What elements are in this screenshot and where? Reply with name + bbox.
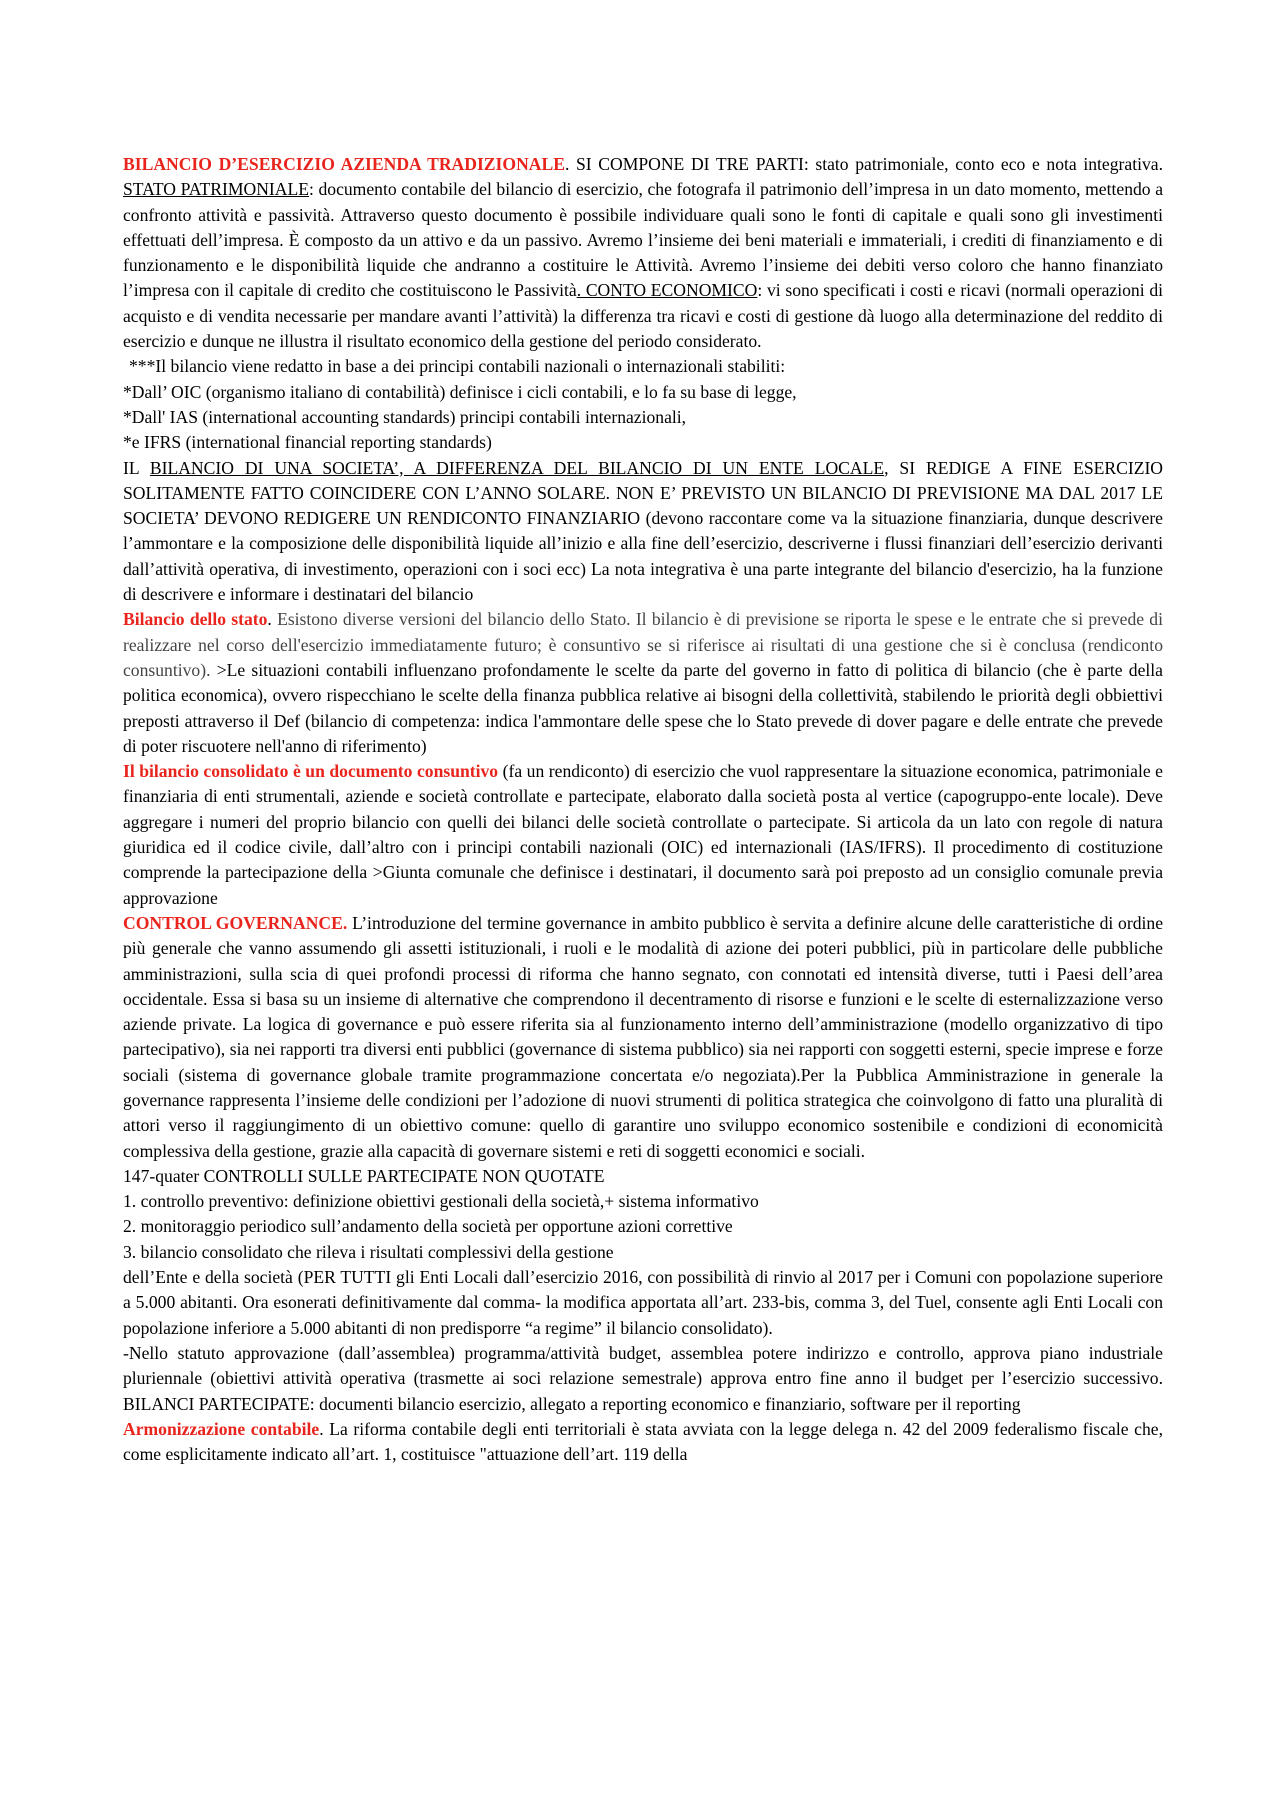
term-conto-economico: . CONTO ECONOMICO	[576, 280, 758, 301]
paragraph-enti-locali: dell’Ente e della società (PER TUTTI gli Enti Locali dall’esercizio 2016, con possibilità di rinvio al 2017 per i Comuni con popolazione superiore a 5.000 abitanti. Ora esonerati definitivamente dal comma- la modifica apportata all’art. 233-bis, comma 3, del Tuel, consente agli Enti Locali con popolazione inferiore a 5.000 abitanti di non predisporre “a regime” il bilancio consolidato).	[123, 1267, 1163, 1338]
principi-intro: ***Il bilancio viene redatto in base a dei principi contabili nazionali o internazionali stabiliti:	[129, 356, 786, 377]
heading-bilancio-consolidato: Il bilancio consolidato è un documento consuntivo	[123, 761, 499, 782]
document-page	[123, 152, 1163, 1467]
heading-bilancio-esercizio: BILANCIO D’ESERCIZIO AZIENDA TRADIZIONALE	[123, 154, 565, 174]
principi-ias: *Dall' IAS (international accounting standards) principi contabili internazionali,	[123, 406, 687, 427]
principi-oic: *Dall’ OIC (organismo italiano di contabilità) definisce i cicli contabili, e lo fa su base di legge,	[123, 381, 797, 402]
paragraph-bilancio-societa: IL BILANCIO DI UNA SOCIETA’, A DIFFERENZA DEL BILANCIO DI UN ENTE LOCALE, SI REDIGE A FINE ESERCIZIO SOLITAMENTE FATTO COINCIDERE CON L’ANNO SOLARE. NON E’ PREVISTO UN BILANCIO DI PREVISIONE MA DAL 2017 LE SOCIETA’ DEVONO REDIGERE UN RENDICONTO FINANZIARIO (devono raccontare come va la situazione finanziaria, dunque descrivere l’ammontare e la composizione delle disponibilità liquide all’inizio e alla fine dell’esercizio, descriverne i flussi finanziari dell’esercizio derivanti dall’attività operativa, di investimento, operazioni con i soci ecc) La nota integrativa è una parte integrante del bilancio d'esercizio, ha la funzione di descrivere e informare i destinatari del bilancio	[123, 457, 1164, 605]
controlli-item-2: 2. monitoraggio periodico sull’andamento della società per opportune azioni correttive	[123, 1216, 733, 1237]
heading-control-governance: CONTROL GOVERNANCE.	[123, 912, 348, 933]
paragraph-bilancio-stato: Bilancio dello stato. Esistono diverse versioni del bilancio dello Stato. Il bilancio è di previsione se riporta le spese e le entrate che si prevede di realizzare nel corso dell'esercizio immediatamente futuro; è consuntivo se si riferisce ai risultati di una gestione che si è conclusa (rendiconto consuntivo). >Le situazioni contabili influenzano profondamente le scelte da parte del governo in fatto di politica di bilancio (che è parte della politica economica), ovvero rispecchiano le scelte della finanza pubblica relative ai bisogni della collettività, stabilendo le priorità degli obbiettivi preposti attraverso il Def (bilancio di competenza: indica l'ammontare delle spese che lo Stato prevede di dover pagare e delle entrate che prevede di poter riscuotere nell'anno di riferimento)	[123, 609, 1163, 756]
paragraph-bilancio-esercizio: BILANCIO D’ESERCIZIO AZIENDA TRADIZIONALE. SI COMPONE DI TRE PARTI: stato patrimoniale, conto eco e nota integrativa. STATO PATRIMONIALE: documento contabile del bilancio di esercizio, che fotografa il patrimonio dell’impresa in un dato momento, mettendo a confronto attività e passività. Attraverso questo documento è possibile individuare quali sono le fonti di capitale e quali sono gli investimenti effettuati dell’impresa. È composto da un attivo e da un passivo. Avremo l’insieme dei beni materiali e immateriali, i crediti di finanziamento e di funzionamento e le disponibilità liquide che andranno a costituire le Attività. Avremo l’insieme dei debiti verso coloro che hanno finanziato l’impresa con il capitale di credito che costituiscono le Passività. CONTO ECONOMICO: vi sono specificati i costi e ricavi (normali operazioni di acquisto e di vendita necessarie per mandare avanti l’attività) la differenza tra ricavi e costi di gestione dà luogo alla determinazione del reddito di esercizio e dunque ne illustra il risultato economico della gestione del periodo considerato.	[123, 154, 1164, 352]
controlli-item-3: 3. bilancio consolidato che rileva i risultati complessivi della gestione	[123, 1241, 614, 1262]
principi-ifrs: *e IFRS (international financial reporting standards)	[123, 432, 492, 453]
heading-bilancio-stato: Bilancio dello stato	[123, 609, 268, 630]
term-bilancio-societa: BILANCIO DI UNA SOCIETA’, A DIFFERENZA DEL BILANCIO DI UN ENTE LOCALE	[149, 457, 885, 478]
paragraph-armonizzazione: Armonizzazione contabile. La riforma contabile degli enti territoriali è stata avviata con la legge delega n. 42 del 2009 federalismo fiscale che, come esplicitamente indicato all’art. 1, costituisce "attuazione dell’art. 119 della	[123, 1418, 1163, 1465]
controlli-item-1: 1. controllo preventivo: definizione obiettivi gestionali della società,+ sistema informativo	[123, 1191, 759, 1212]
controlli-title: 147-quater CONTROLLI SULLE PARTECIPATE NON QUOTATE	[123, 1165, 605, 1186]
quote-bilancio-stato: Esistono diverse versioni del bilancio dello Stato. Il bilancio è di previsione se riporta le spese e le entrate che si prevede di realizzare nel corso dell'esercizio immediatamente futuro; è consuntivo se si riferisce ai risultati di una gestione che si è conclusa (rendiconto consuntivo).	[123, 609, 1163, 680]
heading-armonizzazione: Armonizzazione contabile	[123, 1418, 320, 1439]
paragraph-statuto: -Nello statuto approvazione (dall’assemblea) programma/attività budget, assemblea potere indirizzo e controllo, approva piano industriale pluriennale (obiettivi attività operativa (trasmette ai soci relazione semestrale) approva entro fine anno il budget per l’esercizio successivo. BILANCI PARTECIPATE: documenti bilancio esercizio, allegato a reporting economico e finanziario, software per il reporting	[123, 1342, 1163, 1414]
term-stato-patrimoniale: STATO PATRIMONIALE	[123, 179, 309, 200]
paragraph-control-governance: CONTROL GOVERNANCE. L’introduzione del termine governance in ambito pubblico è servita a definire alcune delle caratteristiche di ordine più generale che vanno assumendo gli assetti istituzionali, i ruoli e le modalità di azione dei poteri pubblici, più in particolare delle pubbliche amministrazioni, sulla scia di quei profondi processi di riforma che hanno segnato, con connotati ed intensità diverse, tutti i Paesi dell’area occidentale. Essa si basa su un insieme di alternative che comprendono il decentramento di risorse e funzioni e le scelte di esternalizzazione verso aziende private. La logica di governance e può essere riferita sia al funzionamento interno dell’amministrazione (modello organizzativo di tipo partecipativo), sia nei rapporti tra diversi enti pubblici (governance di sistema pubblico) sia nei rapporti con soggetti esterni, specie imprese e forze sociali (sistema di governance globale tramite programmazione concertata e/o negoziata).Per la Pubblica Amministrazione in generale la governance rappresenta l’insieme delle condizioni per l’adozione di nuovi strumenti di politica strategica che coinvolgono di fatto una pluralità di attori verso il raggiungimento di un obiettivo comune: quello di garantire uno sviluppo economico sostenibile e condizioni di economicità complessiva della gestione, grazie alla capacità di governare sistemi e reti di soggetti economici e sociali.	[123, 912, 1163, 1161]
paragraph-bilancio-consolidato: Il bilancio consolidato è un documento consuntivo (fa un rendiconto) di esercizio che vuol rappresentare la situazione economica, patrimoniale e finanziaria di enti strumentali, aziende e società controllate e partecipate, elaborato dalla società posta al vertice (capogruppo-ente locale). Deve aggregare i numeri del proprio bilancio con quelli dei bilanci delle società controllate o partecipate. Si articola da un lato con regole di natura giuridica ed il codice civile, dall’altro con i principi contabili nazionali (OIC) ed internazionali (IAS/IFRS). Il procedimento di costituzione comprende la partecipazione della >Giunta comunale che definisce i destinatari, il documento sarà poi preposto ad un consiglio comunale previa approvazione	[123, 761, 1163, 908]
